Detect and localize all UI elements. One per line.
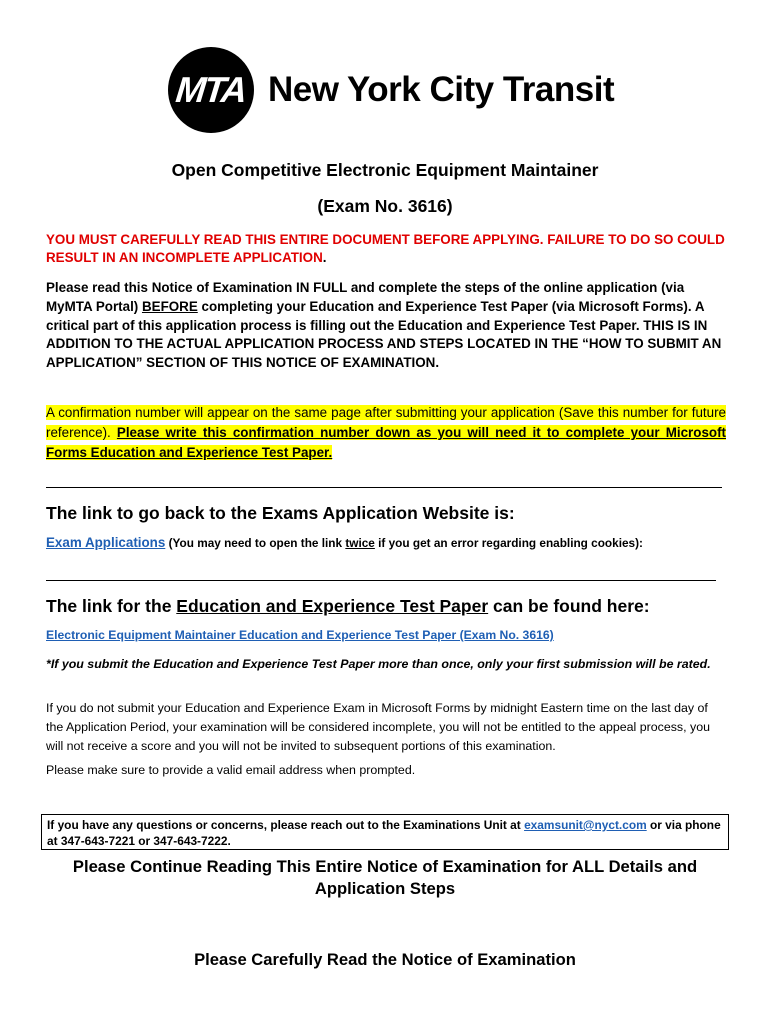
confirmation-paragraph: A confirmation number will appear on the same page after submitting your application (Save this number for future reference). Please write this confirmation number down as you will need it to complete your Microsoft Forms Education and Experience Test Paper.	[46, 405, 726, 460]
divider	[46, 487, 722, 488]
first-submission-note: *If you submit the Education and Experience Test Paper more than once, only your first submission will be rated.	[46, 657, 711, 671]
contact-box: If you have any questions or concerns, please reach out to the Examinations Unit at examsunit@nyct.com or via phone at 347-643-7221 or 347-643-7222.	[41, 814, 729, 850]
mta-logo-letters: MTA	[174, 69, 248, 110]
test-paper-heading: The link for the Education and Experience Test Paper can be found here:	[46, 596, 650, 616]
exam-applications-line: Exam Applications (You may need to open the link twice if you get an error regarding enabling cookies):	[46, 535, 643, 550]
before-emphasis: BEFORE	[141, 298, 198, 314]
test-paper-link[interactable]: Electronic Equipment Maintainer Education and Experience Test Paper (Exam No. 3616)	[46, 628, 554, 642]
warning-text: YOU MUST CAREFULLY READ THIS ENTIRE DOCUMENT BEFORE APPLYING. FAILURE TO DO SO COULD RESULT IN AN INCOMPLETE APPLICATION.	[46, 232, 725, 265]
divider	[46, 580, 716, 581]
final-notice-text: Please Carefully Read the Notice of Examination	[194, 950, 576, 969]
exam-number: (Exam No. 3616)	[317, 196, 453, 216]
page-title: Open Competitive Electronic Equipment Maintainer	[171, 160, 599, 180]
mta-logo-circle	[168, 47, 254, 133]
instructions-paragraph: Please read this Notice of Examination IN FULL and complete the steps of the online application (via MyMTA Portal) BEFORE completing your Education and Experience Test Paper (via Microsoft Forms). A critical part of this application process is filling out the Education and Experience Test Paper. THIS IS IN ADDITION TO THE ACTUAL APPLICATION PROCESS AND STEPS LOCATED IN THE “HOW TO SUBMIT AN APPLICATION” SECTION OF THIS NOTICE OF EXAMINATION.	[46, 280, 722, 371]
deadline-paragraph: If you do not submit your Education and Experience Exam in Microsoft Forms by midnight Eastern time on the last day of the Application Period, your examination will be considered incomplete, you will not be entitled to the appeal process, you will not receive a score and you will not be invited to subsequent portions of this examination.	[46, 701, 710, 753]
email-paragraph: Please make sure to provide a valid email address when prompted.	[46, 763, 416, 777]
exam-website-heading: The link to go back to the Exams Application Website is:	[46, 503, 515, 523]
test-paper-link-line	[46, 628, 554, 642]
mta-logo-wordmark: New York City Transit	[268, 70, 615, 109]
continue-reading-text: Please Continue Reading This Entire Notice of Examination for ALL Details and Application Steps	[72, 857, 698, 898]
contact-email-link[interactable]: examsunit@nyct.com	[524, 818, 647, 832]
exam-applications-link[interactable]: Exam Applications	[46, 535, 166, 550]
mta-logo	[168, 44, 614, 136]
confirmation-emphasis: Please write this confirmation number down as you will need it to complete your Microsoft Forms Education and Experience Test Paper.	[46, 425, 726, 460]
